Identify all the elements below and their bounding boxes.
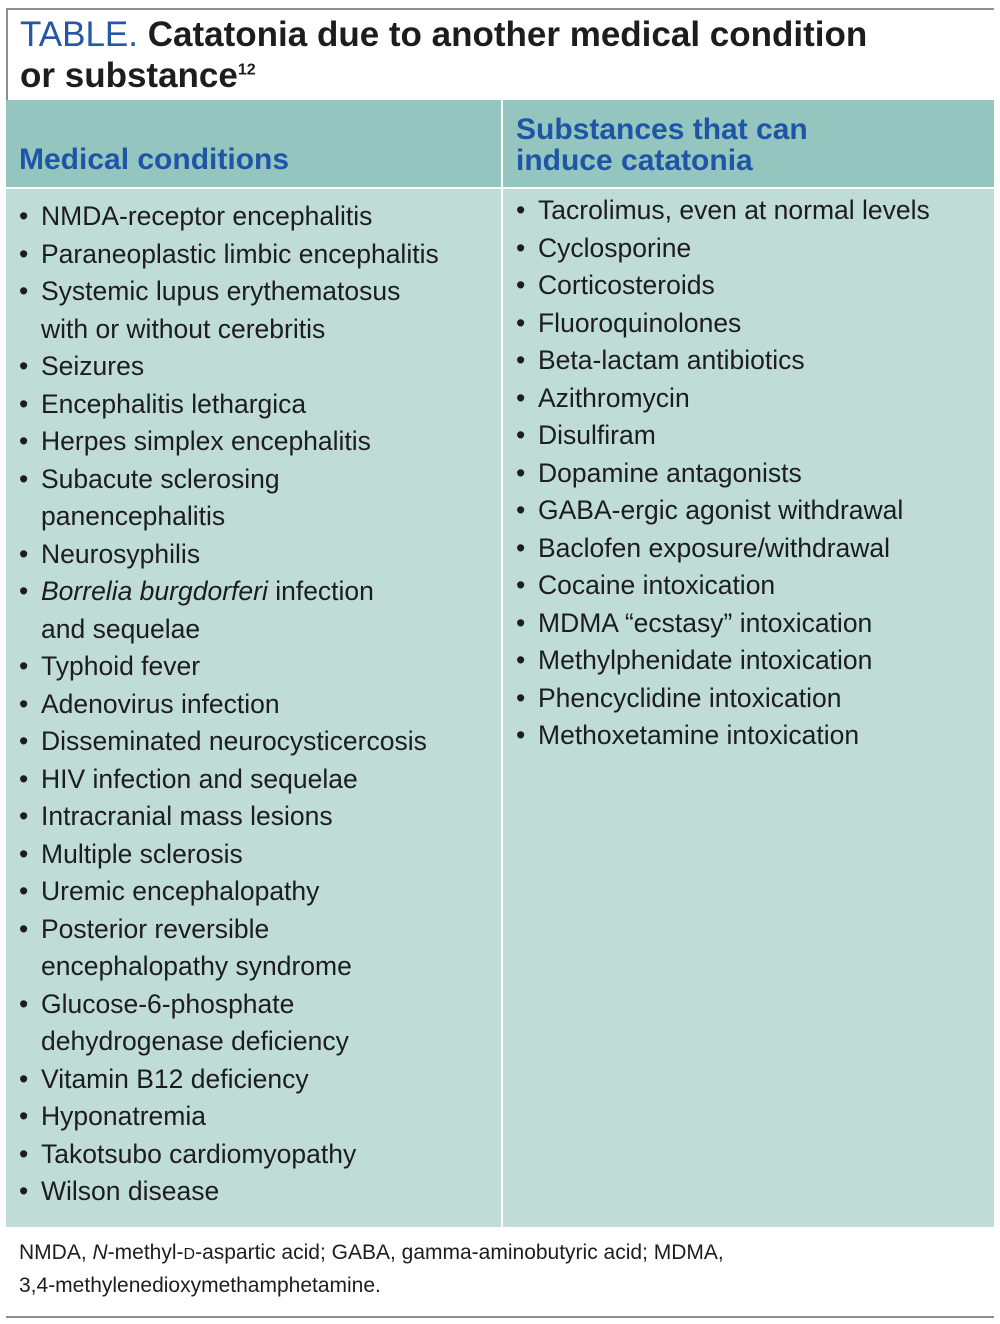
medical-conditions-list [19, 198, 489, 1211]
list-item: • Subacute sclerosing panencephalitis [19, 461, 489, 536]
list-item: • Tacrolimus, even at normal levels [516, 192, 986, 230]
list-item: • Adenovirus infection [19, 686, 489, 724]
list-item: • GABA-ergic agonist withdrawal [516, 492, 986, 530]
list-item: • Intracranial mass lesions [19, 798, 489, 836]
list-item: • Disseminated neurocysticercosis [19, 723, 489, 761]
list-item: • Glucose-6-phosphate dehydrogenase deficiency [19, 986, 489, 1061]
list-item: • Azithromycin [516, 380, 986, 418]
list-item: • Paraneoplastic limbic encephalitis [19, 236, 489, 274]
substances-list [516, 192, 986, 755]
list-item: • Phencyclidine intoxication [516, 680, 986, 718]
header-divider [6, 187, 994, 189]
list-item: • Dopamine antagonists [516, 455, 986, 493]
list-item: • Baclofen exposure/withdrawal [516, 530, 986, 568]
bottom-rule [6, 1316, 994, 1318]
list-item: • Uremic encephalopathy [19, 873, 489, 911]
footnote-line2: 3,4-methylenedioxymethamphetamine. [19, 1274, 381, 1297]
list-item: • Beta-lactam antibiotics [516, 342, 986, 380]
list-item: • Cocaine intoxication [516, 567, 986, 605]
list-item: • Vitamin B12 deficiency [19, 1061, 489, 1099]
catatonia-table [6, 100, 994, 1227]
list-item: • Takotsubo cardiomyopathy [19, 1136, 489, 1174]
list-item: • Systemic lupus erythematosus with or without cerebritis [19, 273, 489, 348]
substances-header-line1: Substances that can [516, 113, 808, 146]
column-divider [501, 100, 503, 1227]
list-item: • Multiple sclerosis [19, 836, 489, 874]
list-item: • Encephalitis lethargica [19, 386, 489, 424]
list-item: • Wilson disease [19, 1173, 489, 1211]
table-title-line1: Catatonia due to another medical condition [147, 15, 868, 54]
list-item: • MDMA “ecstasy” intoxication [516, 605, 986, 643]
substances-header [516, 114, 976, 176]
list-item: • Methylphenidate intoxication [516, 642, 986, 680]
list-item: • Herpes simplex encephalitis [19, 423, 489, 461]
list-item: • Cyclosporine [516, 230, 986, 268]
list-item: • Disulfiram [516, 417, 986, 455]
list-item: • Posterior reversible encephalopathy syndrome [19, 911, 489, 986]
medical-conditions-header: Medical conditions [19, 143, 290, 176]
list-item: • Methoxetamine intoxication [516, 717, 986, 755]
list-item: • Hyponatremia [19, 1098, 489, 1136]
reference-superscript: 12 [237, 61, 256, 79]
list-item: • Fluoroquinolones [516, 305, 986, 343]
list-item: • Neurosyphilis [19, 536, 489, 574]
list-item: • Typhoid fever [19, 648, 489, 686]
list-item: • HIV infection and sequelae [19, 761, 489, 799]
list-item: • Corticosteroids [516, 267, 986, 305]
table-title [6, 10, 994, 100]
list-item: • Borrelia burgdorferi infection and sequelae [19, 573, 489, 648]
table-title-line2: or substance [20, 56, 238, 95]
table-footnote: NMDA, N-methyl-D-aspartic acid; GABA, gamma-aminobutyric acid; MDMA, 3,4-methylenedioxymethamphetamine. [19, 1241, 724, 1297]
list-item: • NMDA-receptor encephalitis [19, 198, 489, 236]
table-label: TABLE. [20, 15, 139, 54]
list-item: • Seizures [19, 348, 489, 386]
substances-header-line2: induce catatonia [516, 144, 753, 177]
